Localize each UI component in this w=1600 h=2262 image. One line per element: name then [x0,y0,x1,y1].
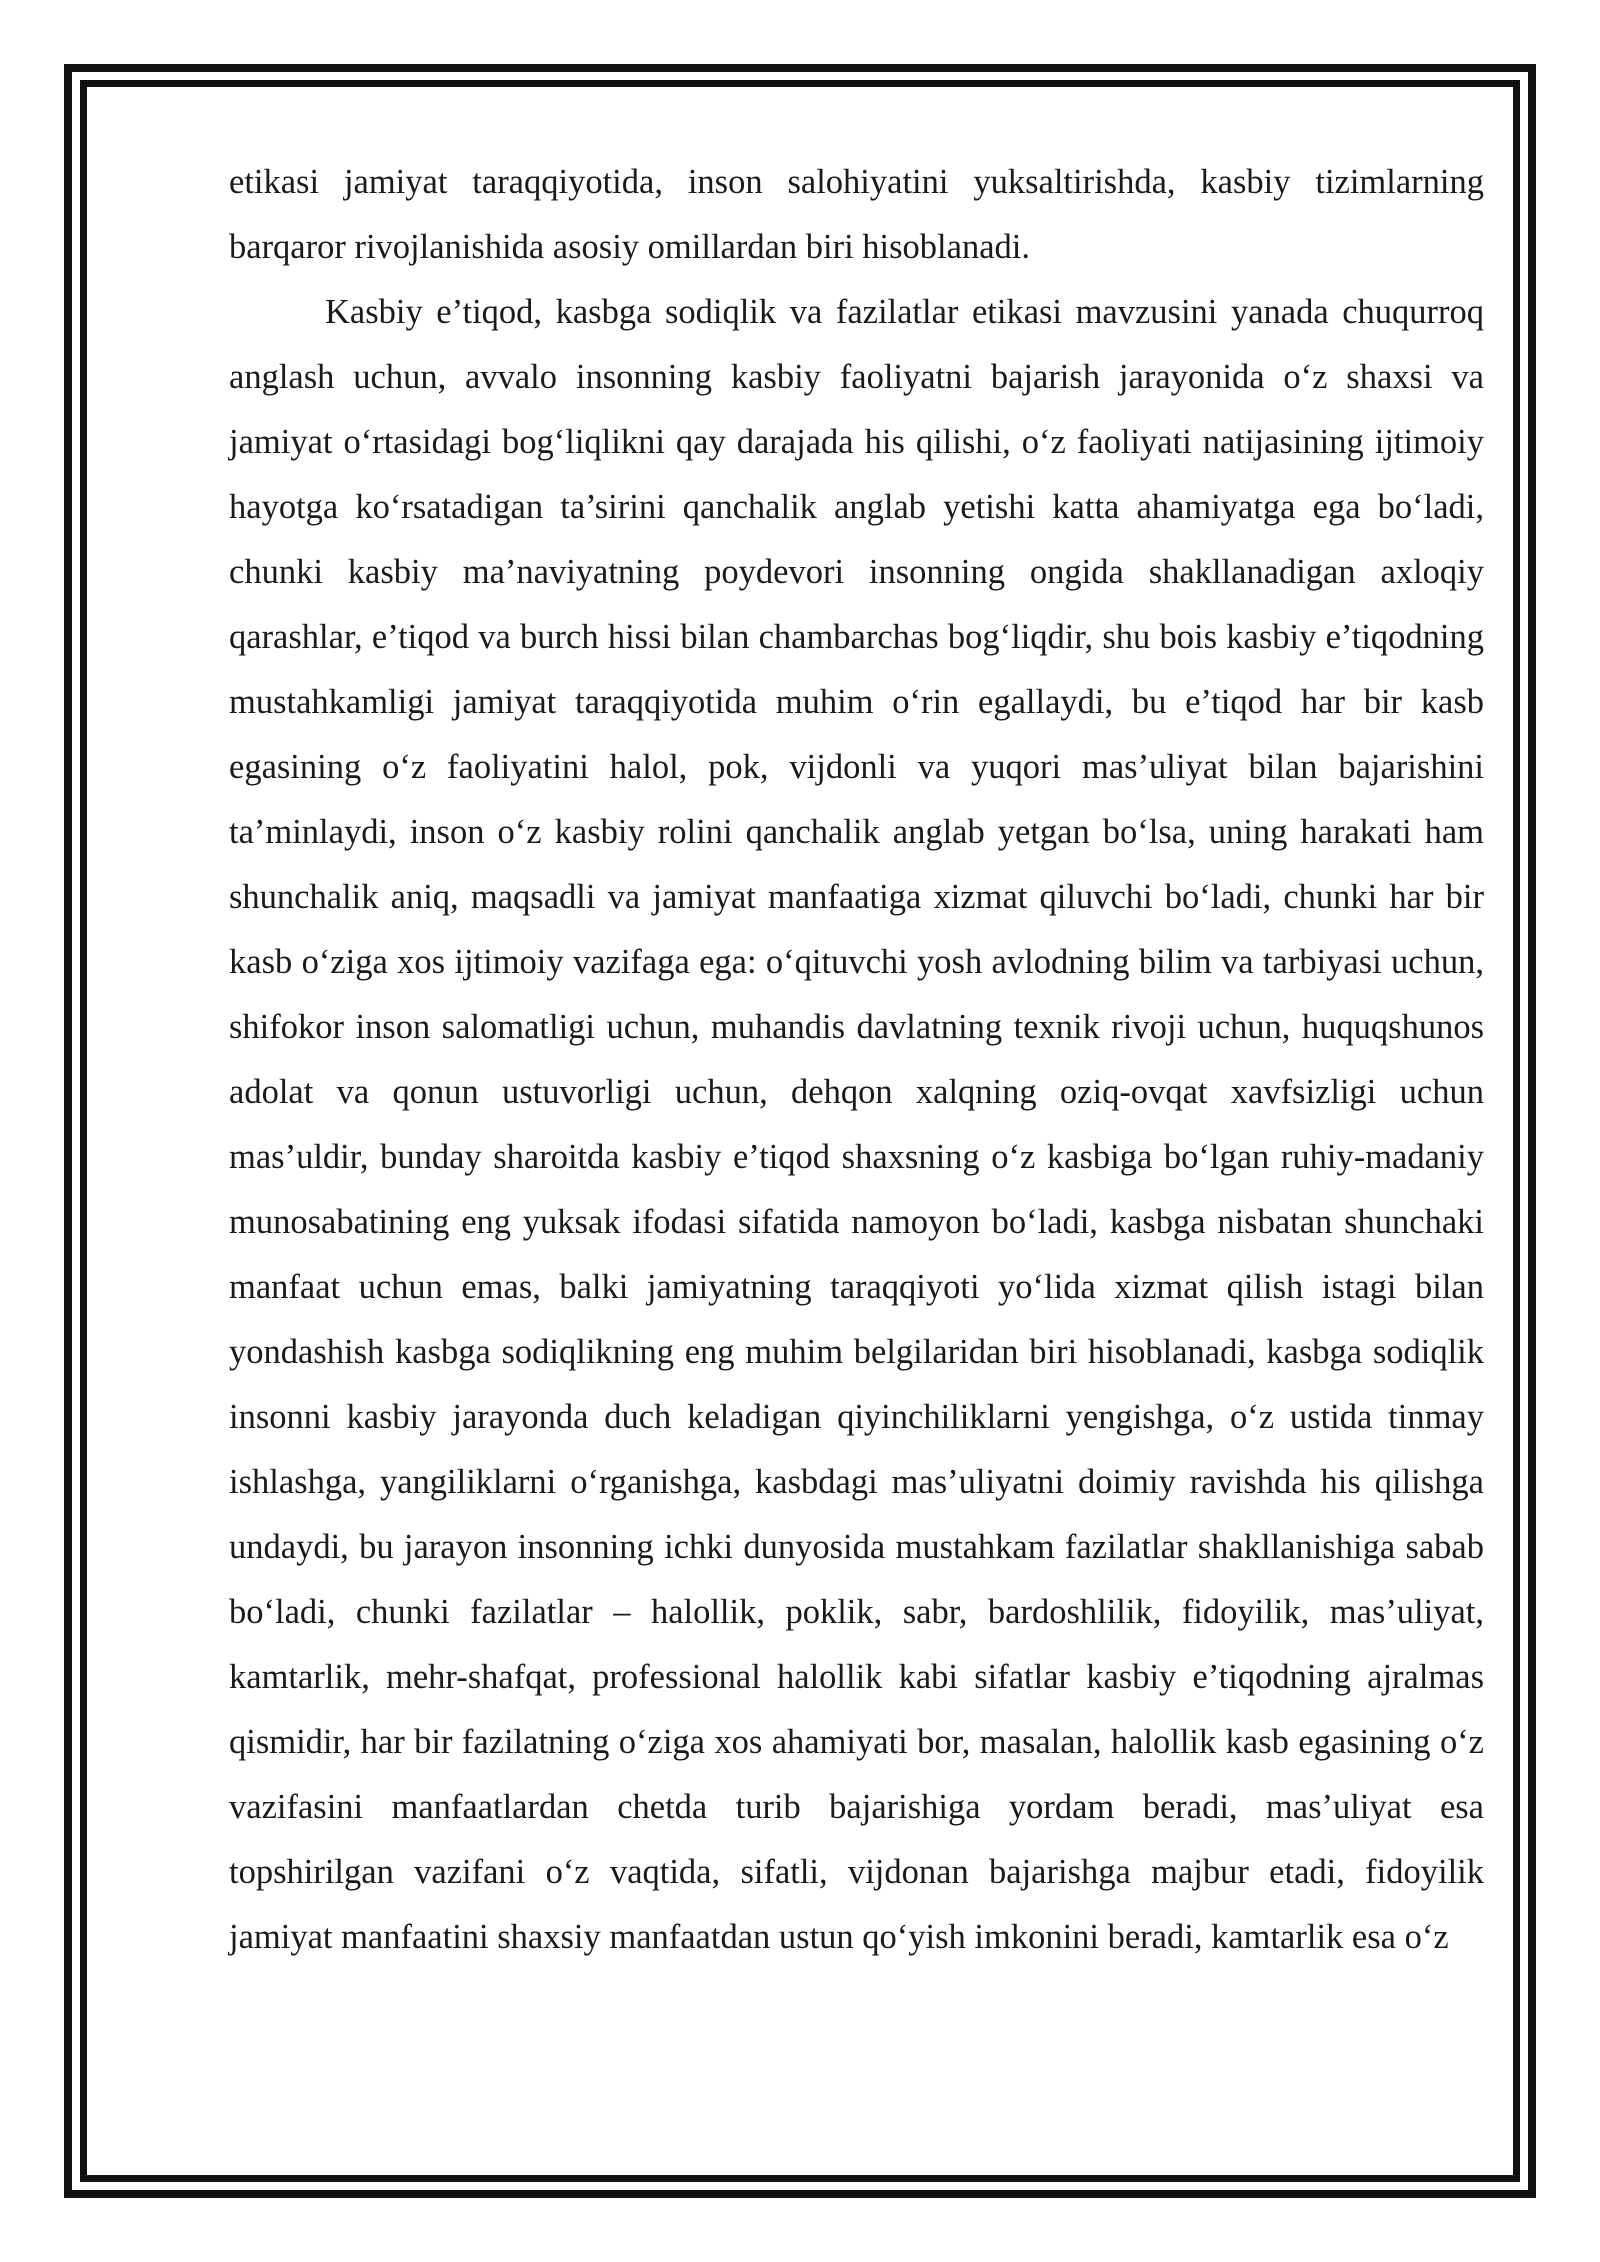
page-body [229,150,1484,1970]
paragraph-main: Kasbiy e’tiqod, kasbga sodiqlik va fazilatlar etikasi mavzusini yanada chuqurroq anglash uchun, avvalo insonning kasbiy faoliyatni bajarish jarayonida o‘z shaxsi va jamiyat o‘rtasidagi bog‘liqlikni qay darajada his qilishi, o‘z faoliyati natijasining ijtimoiy hayotga ko‘rsatadigan ta’sirini qanchalik anglab yetishi katta ahamiyatga ega bo‘ladi, chunki kasbiy ma’naviyatning poydevori insonning ongida shakllanadigan axloqiy qarashlar, e’tiqod va burch hissi bilan chambarchas bog‘liqdir, shu bois kasbiy e’tiqodning mustahkamligi jamiyat taraqqiyotida muhim o‘rin egallaydi, bu e’tiqod har bir kasb egasining o‘z faoliyatini halol, pok, vijdonli va yuqori mas’uliyat bilan bajarishini ta’minlaydi, inson o‘z kasbiy rolini qanchalik anglab yetgan bo‘lsa, uning harakati ham shunchalik aniq, maqsadli va jamiyat manfaatiga xizmat qiluvchi bo‘ladi, chunki har bir kasb o‘ziga xos ijtimoiy vazifaga ega: o‘qituvchi yosh avlodning bilim va tarbiyasi uchun, shifokor inson salomatligi uchun, muhandis davlatning texnik rivoji uchun, huquqshunos adolat va qonun ustuvorligi uchun, dehqon xalqning oziq-ovqat xavfsizligi uchun mas’uldir, bunday sharoitda kasbiy e’tiqod shaxsning o‘z kasbiga bo‘lgan ruhiy-madaniy munosabatining eng yuksak ifodasi sifatida namoyon bo‘ladi, kasbga nisbatan shunchaki manfaat uchun emas, balki jamiyatning taraqqiyoti yo‘lida xizmat qilish istagi bilan yondashish kasbga sodiqlikning eng muhim belgilaridan biri hisoblanadi, kasbga sodiqlik insonni kasbiy jarayonda duch keladigan qiyinchiliklarni yengishga, o‘z ustida tinmay ishlashga, yangiliklarni o‘rganishga, kasbdagi mas’uliyatni doimiy ravishda his qilishga undaydi, bu jarayon insonning ichki dunyosida mustahkam fazilatlar shakllanishiga sabab bo‘ladi, chunki fazilatlar – halollik, poklik, sabr, bardoshlilik, fidoyilik, mas’uliyat, kamtarlik, mehr-shafqat, professional halollik kabi sifatlar kasbiy e’tiqodning ajralmas qismidir, har bir fazilatning o‘ziga xos ahamiyati bor, masalan, halollik kasb egasining o‘z vazifasini manfaatlardan chetda turib bajarishiga yordam beradi, mas’uliyat esa topshirilgan vazifani o‘z vaqtida, sifatli, vijdonan bajarishga majbur etadi, fidoyilik jamiyat manfaatini shaxsiy manfaatdan ustun qo‘yish imkonini beradi, kamtarlik esa o‘z [229,293,1484,1956]
paragraph-continuation: etikasi jamiyat taraqqiyotida, inson salohiyatini yuksaltirishda, kasbiy tizimlarning barqaror rivojlanishida asosiy omillardan biri hisoblanadi. [229,163,1484,266]
